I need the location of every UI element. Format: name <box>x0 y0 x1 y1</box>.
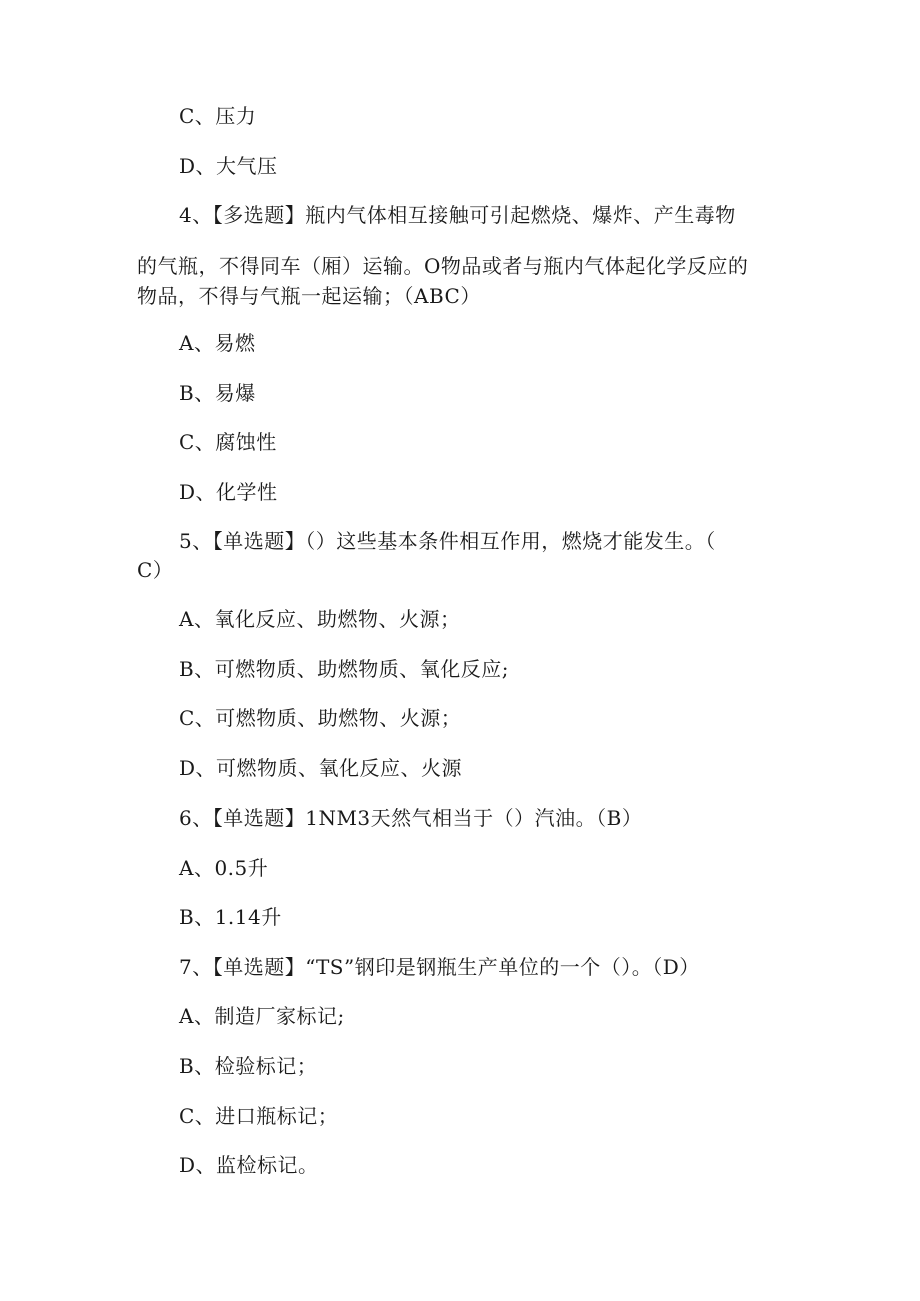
option-5c: C、可燃物质、助燃物、火源； <box>179 706 462 730</box>
option-3c: C、压力 <box>179 104 257 128</box>
option-7b: B、检验标记； <box>179 1054 318 1078</box>
option-7c: C、进口瓶标记； <box>179 1104 339 1128</box>
question-7: 7、【单选题】“TS”钢印是钢瓶生产单位的一个（）。（D） <box>179 955 700 979</box>
option-4b: B、易爆 <box>179 381 256 405</box>
option-5a: A、氧化反应、助燃物、火源； <box>179 607 461 631</box>
option-5b: B、可燃物质、助燃物质、氧化反应; <box>179 657 509 681</box>
option-7a: A、制造厂家标记; <box>179 1004 345 1028</box>
option-5d: D、可燃物质、氧化反应、火源 <box>179 756 463 780</box>
question-4-continued-1: 的气瓶，不得同车（厢）运输。O物品或者与瓶内气体起化学反应的 <box>137 254 749 278</box>
option-6a: A、0.5升 <box>179 856 269 880</box>
question-6: 6、【单选题】1NM3天然气相当于（）汽油。（B） <box>179 806 643 830</box>
question-5-continued: C） <box>137 558 174 582</box>
option-4a: A、易燃 <box>179 331 256 355</box>
option-4d: D、化学性 <box>179 480 278 504</box>
option-4c: C、腐蚀性 <box>179 430 277 454</box>
question-4: 4、【多选题】瓶内气体相互接触可引起燃烧、爆炸、产生毒物 <box>179 203 736 227</box>
option-6b: B、1.14升 <box>179 905 282 929</box>
question-5: 5、【单选题】（）这些基本条件相互作用，燃烧才能发生。（ <box>179 529 716 553</box>
option-3d: D、大气压 <box>179 154 278 178</box>
question-4-continued-2: 物品，不得与气瓶一起运输；（ABC） <box>137 284 481 308</box>
option-7d: D、监检标记。 <box>179 1153 319 1177</box>
